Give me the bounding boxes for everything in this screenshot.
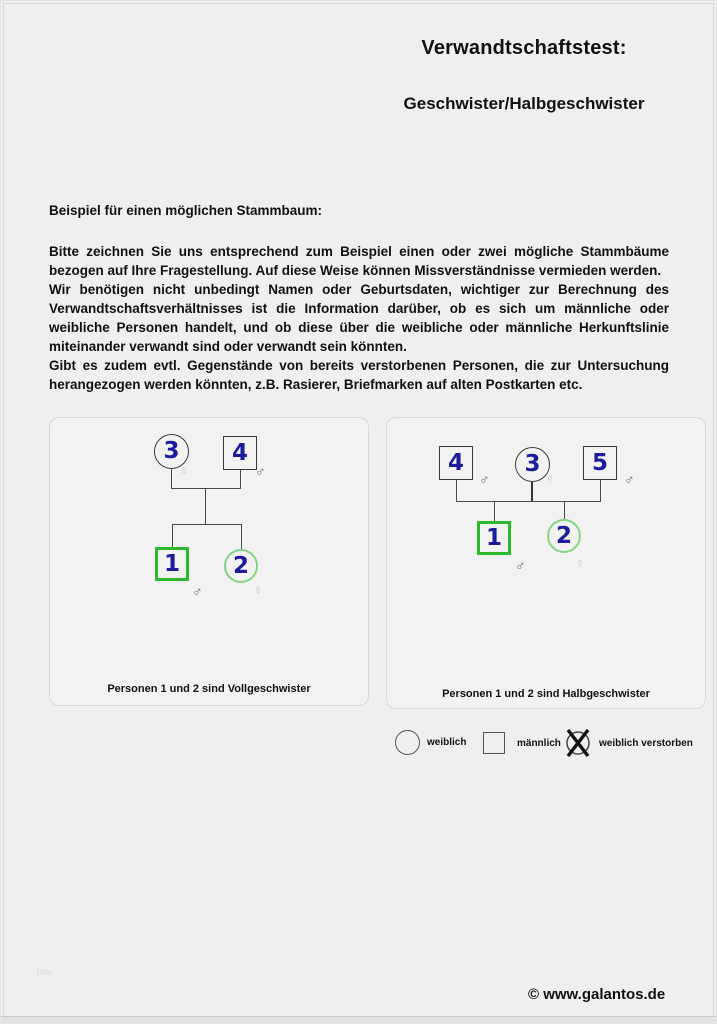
card-caption: Personen 1 und 2 sind Halbgeschwister: [442, 688, 650, 700]
connector-line: [205, 488, 206, 524]
female-symbol-icon: ♀: [545, 471, 556, 487]
male-symbol-icon: ♂: [192, 583, 203, 599]
person-node-4: [439, 446, 473, 480]
intro-heading: Beispiel für einen möglichen Stammbaum:: [49, 203, 323, 218]
female-symbol-icon: ♀: [179, 462, 190, 478]
person-node-5: [583, 446, 617, 480]
body-text: [49, 242, 669, 394]
legend-label: weiblich: [427, 737, 467, 748]
header: [369, 37, 679, 114]
person-number: 1: [163, 550, 180, 577]
female-symbol-icon: ♀: [575, 555, 586, 571]
connector-line: [600, 480, 601, 501]
connector-line: [241, 524, 242, 549]
circle-icon: [395, 730, 420, 755]
male-symbol-icon: ♂: [624, 471, 635, 487]
legend-item-maennlich: [483, 732, 561, 754]
person-number: 2: [555, 522, 572, 549]
connector-line: [494, 501, 495, 521]
page-subtitle: Geschwister/Halbgeschwister: [403, 94, 645, 113]
connector-line: [240, 470, 241, 488]
person-number: 5: [591, 449, 608, 476]
person-number: 1: [485, 524, 502, 551]
page-bottom-edge: [1, 1016, 716, 1023]
legend-label: weiblich verstorben: [599, 737, 693, 749]
watermark-text: http: [37, 967, 53, 977]
legend-item-weiblich-verstorben: [563, 727, 693, 759]
page-title: Verwandtschaftstest:: [421, 37, 627, 59]
connector-line: [564, 501, 565, 519]
connector-line: [171, 469, 172, 488]
connector-line: [456, 480, 457, 501]
male-symbol-icon: ♂: [479, 471, 490, 487]
person-node-2-highlighted: [224, 549, 258, 583]
square-icon: [483, 732, 505, 754]
person-number: 3: [163, 438, 180, 464]
paragraph: Wir benötigen nicht unbedingt Namen oder Geburtsdaten, wichtiger zur Berechnung des Verwandtschaftsverhältnisses ist die Information darüber, ob es sich um männliche oder weibliche Personen handelt, und ob diese über die weibliche oder männliche Herkunftslinie miteinander verwandt sind oder verwandt sein könnten.: [49, 282, 669, 354]
legend-item-weiblich: [395, 730, 466, 755]
male-symbol-icon: ♂: [255, 463, 266, 479]
person-node-1-highlighted: [477, 521, 511, 555]
connector-line: [531, 482, 533, 501]
connector-line: [172, 524, 242, 525]
connector-line: [456, 501, 601, 502]
person-node-1-highlighted: [155, 547, 189, 581]
person-number: 2: [232, 552, 249, 579]
person-number: 3: [524, 451, 541, 477]
male-symbol-icon: ♂: [515, 557, 526, 573]
paragraph: Gibt es zudem evtl. Gegenstände von bereits verstorbenen Personen, die zur Untersuchung herangezogen werden könnten, z.B. Rasierer, Briefmarken auf alten Postkarten etc.: [49, 358, 669, 392]
paragraph: Bitte zeichnen Sie uns entsprechend zum Beispiel einen oder zwei mögliche Stammbäume bezogen auf Ihre Fragestellung. Auf diese Weise können Missverständnisse vermieden werden.: [49, 244, 669, 278]
pedigree-card-vollgeschwister: [49, 417, 369, 706]
connector-line: [172, 524, 173, 547]
copyright-text: © www.galantos.de: [528, 986, 666, 1003]
person-number: 4: [231, 439, 248, 466]
person-node-4: [223, 436, 257, 470]
person-node-2-highlighted: [547, 519, 581, 553]
pedigree-card-halbgeschwister: [386, 417, 706, 709]
person-number: 4: [447, 449, 464, 476]
card-caption: Personen 1 und 2 sind Vollgeschwister: [107, 683, 311, 695]
connector-line: [171, 488, 241, 489]
legend-label: männlich: [517, 737, 561, 749]
crossed-circle-icon: [563, 727, 593, 759]
female-symbol-icon: ♀: [253, 582, 264, 598]
